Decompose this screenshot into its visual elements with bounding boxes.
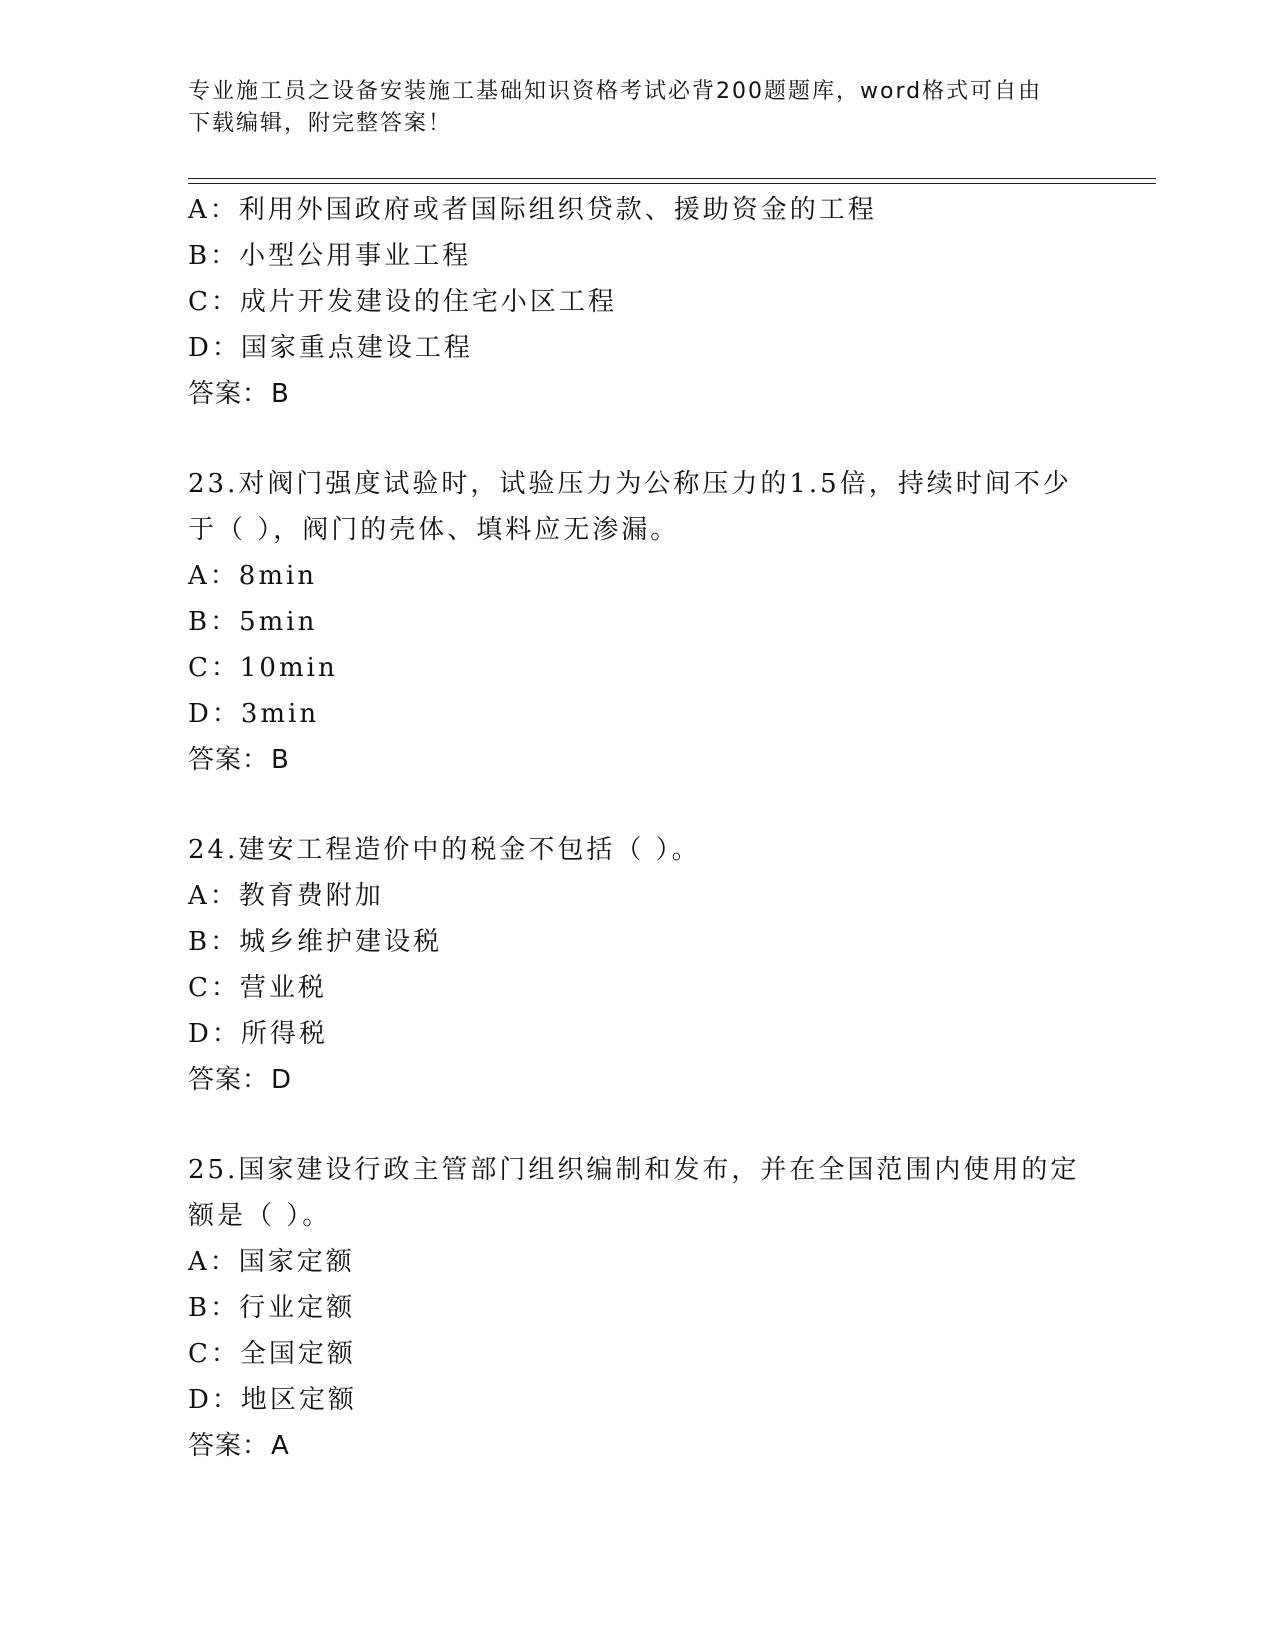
answer-label: 答案： <box>188 1431 270 1461</box>
document-body <box>188 187 1088 1469</box>
option-d: D：所得税 <box>188 1019 328 1049</box>
question-25-block <box>188 1147 1088 1469</box>
option-c: C：营业税 <box>188 973 327 1003</box>
question-24-block <box>188 827 1088 1103</box>
answer-value: D <box>271 1065 293 1095</box>
option-b: B：行业定额 <box>188 1293 356 1323</box>
answer-label: 答案： <box>188 745 270 775</box>
option-a: A：8min <box>188 561 318 591</box>
answer-label: 答案： <box>188 1065 270 1095</box>
question-stem-line-1: 25.国家建设行政主管部门组织编制和发布，并在全国范围内使用的定 <box>188 1155 1080 1185</box>
option-c: C：全国定额 <box>188 1339 356 1369</box>
answer-line <box>188 1423 1088 1469</box>
option-d: D：地区定额 <box>188 1385 357 1415</box>
option-d: D：国家重点建设工程 <box>188 333 473 363</box>
option-a: A：利用外国政府或者国际组织贷款、援助资金的工程 <box>188 195 877 225</box>
question-stem-line-2: 额是（ ）。 <box>188 1201 332 1231</box>
answer-line <box>188 371 1088 417</box>
answer-label: 答案： <box>188 379 270 409</box>
option-b: B：城乡维护建设税 <box>188 927 443 957</box>
question-stem-line-1: 24.建安工程造价中的税金不包括（ ）。 <box>188 835 701 865</box>
question-23-block <box>188 461 1088 783</box>
answer-line <box>188 1057 1088 1103</box>
option-c: C：成片开发建设的住宅小区工程 <box>188 287 617 317</box>
answer-value: B <box>271 379 290 409</box>
answer-value: B <box>271 745 290 775</box>
header-double-rule <box>188 178 1156 184</box>
option-a: A：国家定额 <box>188 1247 355 1277</box>
option-c: C：10min <box>188 653 338 683</box>
option-b: B：小型公用事业工程 <box>188 241 472 271</box>
answer-line <box>188 737 1088 783</box>
document-header <box>188 76 1088 140</box>
option-d: D：3min <box>188 699 320 729</box>
answer-value: A <box>271 1431 290 1461</box>
option-a: A：教育费附加 <box>188 881 384 911</box>
question-22-block <box>188 187 1088 417</box>
header-line-2: 下载编辑，附完整答案！ <box>188 111 453 136</box>
question-stem-line-2: 于（ ），阀门的壳体、填料应无渗漏。 <box>188 515 680 545</box>
header-line-1: 专业施工员之设备安装施工基础知识资格考试必背200题题库，word格式可自由 <box>188 79 1043 104</box>
option-b: B：5min <box>188 607 318 637</box>
question-stem-line-1: 23.对阀门强度试验时，试验压力为公称压力的1.5倍，持续时间不少 <box>188 469 1072 499</box>
